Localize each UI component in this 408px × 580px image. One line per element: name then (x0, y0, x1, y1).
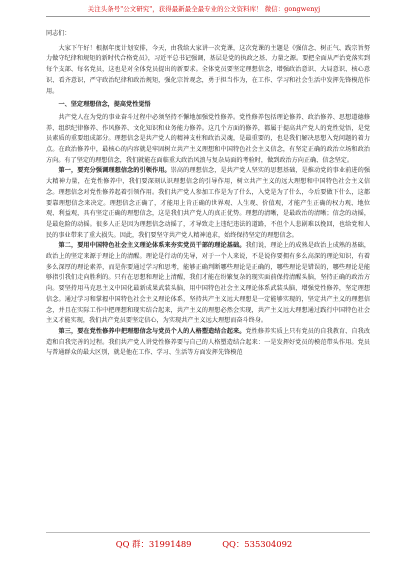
footer-qq-number: QQ：535304092 (222, 539, 293, 549)
point-2-paragraph (46, 241, 370, 327)
header-divider (46, 16, 370, 17)
footer-divider (46, 532, 370, 533)
point-3-text: 党性修养实质上只有党员的自我教育、自我改造和自我完善的过程。我们共产党人讲党性修养要与自己的人格塑造结合起来：一是发挥好党员的模范带头作用。党员与普通群众的最大区别，就是他在工作、学习、生活等方面发挥先锋模范 (46, 327, 370, 357)
document-body (46, 29, 370, 359)
salutation: 同志们： (46, 30, 71, 37)
point-3-lead: 第三，要在党性修养中把理想信念与党员个人的人格塑造结合起来。 (58, 327, 246, 335)
section-intro-paragraph: 共产党人在为党的事业奋斗过程中必须坚持不懈地加强党性修养。党性修养包括理论修养、政治修养、思想道德修养、组织纪律修养、作风修养、文化知识和业务能力修养。这几个方面的修养，都属于提高共产党人的党性觉悟，是党员素质的重要组成部分。理想信念是共产党人的精神支柱和政治灵魂，是最重要的，也是我们解决思想入党问题的着力点。在政治修养中，最核心的内容就是牢固树立共产主义理想和中国特色社会主义信念，有坚定正确的政治立场和政治方向。有了坚定的理想信念，我们就能在面临重大政治风浪与复杂局面的考验时，做到政治方向正确、信念坚定。 (46, 113, 370, 164)
footer (0, 538, 408, 550)
point-1-lead: 第一，要充分强调理想信念的引领作用。 (58, 167, 171, 175)
header-banner: 关注头条号"公文研究"，获得最新最全最专业的公文资料库！ 微信：gongwenyj (87, 5, 321, 13)
point-2-lead: 第二，要用中国特色社会主义理论体系来夯实党员干部的理论基础。 (58, 242, 246, 250)
point-1-paragraph (46, 166, 370, 241)
point-2-text: 我们说，理论上的成熟是政治上成熟的基础，政治上的坚定来源于理论上的清醒。理论是行动的先导，对于一个人来说，不是说你要拥有多么高深的理论知识，有着多么深厚的理论素养，而是你要通过学习和思考，能够正确判断哪些理论是正确的，哪些理论是错误的，哪些理论是能够指引我们走向胜利的。只有在思想和理论上清醒，我们才能在纷繁复杂的现实面前保持清醒头脑，坚持正确的政治方向。要坚持用马克思主义中国化最新成果武装头脑，用中国特色社会主义理论体系武装头脑，增强党性修养，坚定理想信念。通过学习和掌握中国特色社会主义理论体系，坚持共产主义远大理想是一定能够实现的，坚定共产主义的理想信念，并且在实际工作中把理想和现实结合起来，共产主义的理想必然会实现，共产主义远大理想通过践行中国特色社会主义才能实现，我们共产党员要坚定信心，为实现共产主义远大理想而奋斗终身。 (46, 242, 370, 325)
footer-qq-group: QQ 群：31991489 (115, 539, 192, 549)
point-3-paragraph (46, 327, 370, 359)
section-heading: 一、坚定理想信念，提高党性觉悟 (58, 101, 151, 109)
point-1-text: 崇高的理想信念，是共产党人坚实的思想基础，是推动党的事业前进的强大精神力量，在党性修养中，我们要深刻认识理想信念的引导作用，树立共产主义的远大理想和中国特色社会主义信念。理想信念对党性修养起着引领作用。我们共产党人参加工作是为了什么，入党是为了什么，今后要做下什么，这都要靠理想信念来决定。理想信念正确了，才能用上肯正确的世界观、人生观、价值观，才能产生正确的权力观、地位观、利益观，具有坚定正确的理想信念，这是我们共产党人的真正优势。理想的清晰，是最政治的清晰；信念的动摇，是最危险的动摇。很多人正是因为理想信念动摇了，才导致走上违纪违法的道路，不但个人悲剧难以挽回，也给党和人民的事业带来了重大损失。因此，我们要坚守共产党人精神追求，始终保持坚定的理想信念。 (46, 167, 370, 239)
intro-paragraph: 大家下午好！根据年度计划安排，今天，由我给大家讲一次党课，这次党课的主题是《强信念、树正气、践宗旨努力做守纪律和规矩的新时代合格党员》，习近平总书记强调，基层是党的执政之基、力量之源。要把全面从严治党落实到每个支部、每名党员，这也是对全体党员提出的新要求。全体党员要坚定理想信念，增强政治意识、大局意识、核心意识、看齐意识，严守政治纪律和政治规矩，强化宗旨观念，勇于担当作为，在工作、学习和社会生活中发挥先锋模范作用。 (46, 44, 370, 95)
